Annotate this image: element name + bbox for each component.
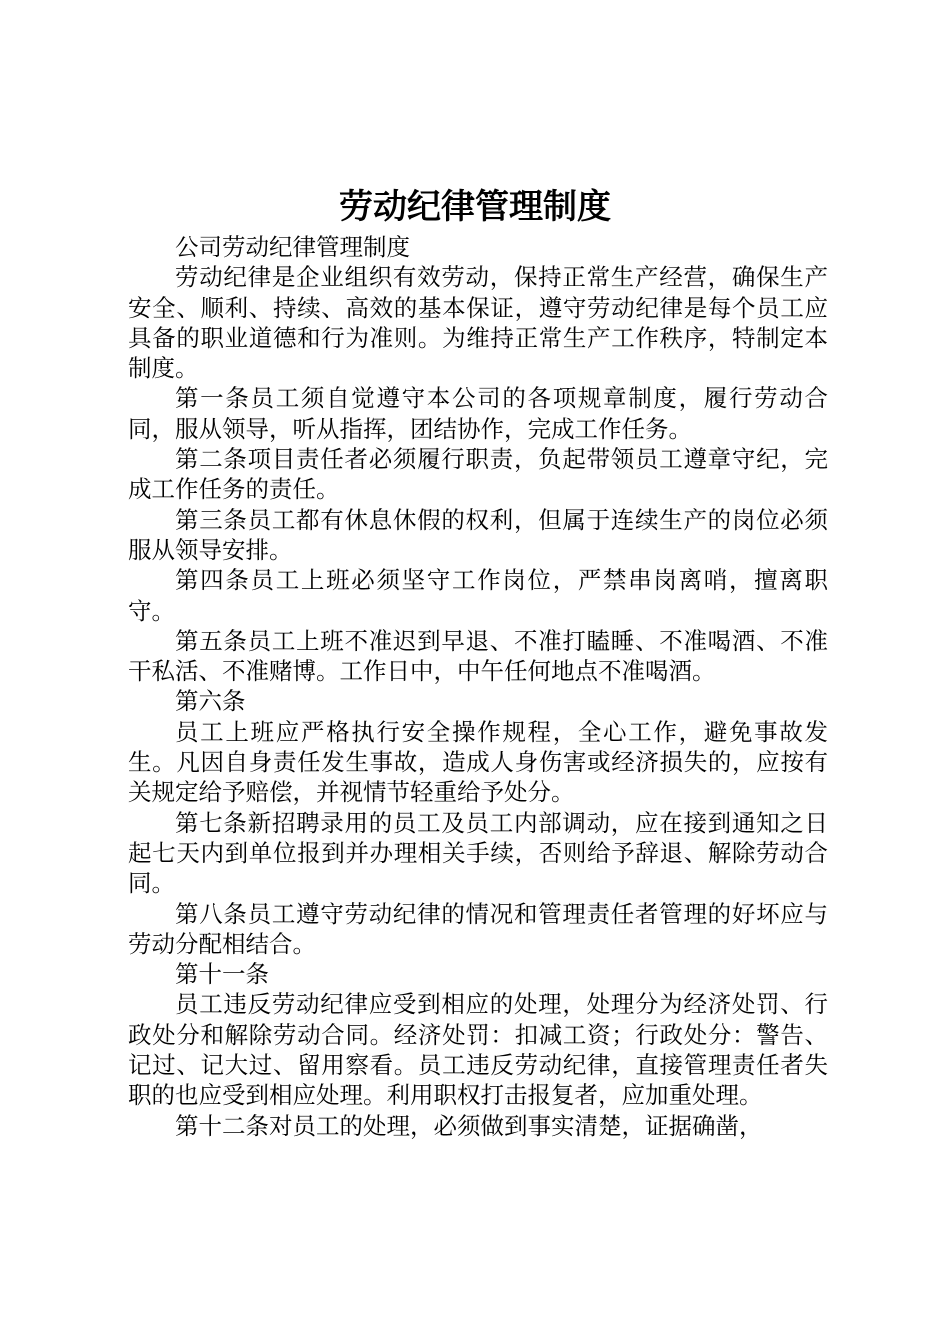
paragraph-article-7: 第七条新招聘录用的员工及员工内部调动，应在接到通知之日起七天内到单位报到并办理相关手续，否则给予辞退、解除劳动合同。 xyxy=(128,808,828,898)
paragraph-article-6-heading: 第六条 xyxy=(175,687,246,716)
paragraph-article-12: 第十二条对员工的处理，必须做到事实清楚，证据确凿， xyxy=(175,1111,763,1140)
paragraph-article-2: 第二条项目责任者必须履行职责，负起带领员工遵章守纪，完成工作任务的责任。 xyxy=(128,445,828,504)
paragraph-company-title: 公司劳动纪律管理制度 xyxy=(175,233,410,261)
paragraph-article-4: 第四条员工上班必须坚守工作岗位，严禁串岗离哨，擅离职守。 xyxy=(128,566,828,625)
paragraph-article-1: 第一条员工须自觉遵守本公司的各项规章制度，履行劳动合同，服从领导，听从指挥，团结协作，完成工作任务。 xyxy=(128,384,828,443)
document-body xyxy=(128,232,828,1141)
paragraph-intro: 劳动纪律是企业组织有效劳动，保持正常生产经营，确保生产安全、顺利、持续、高效的基本保证，遵守劳动纪律是每个员工应具备的职业道德和行为准则。为维持正常生产工作秩序，特制定本制度。 xyxy=(128,263,828,383)
paragraph-article-6-body: 员工上班应严格执行安全操作规程，全心工作，避免事故发生。凡因自身责任发生事故，造成人身伤害或经济损失的，应按有关规定给予赔偿，并视情节轻重给予处分。 xyxy=(128,717,828,807)
paragraph-article-3: 第三条员工都有休息休假的权利，但属于连续生产的岗位必须服从领导安排。 xyxy=(128,505,828,564)
paragraph-article-11-heading: 第十一条 xyxy=(175,960,269,989)
paragraph-article-11-body: 员工违反劳动纪律应受到相应的处理，处理分为经济处罚、行政处分和解除劳动合同。经济处罚：扣减工资；行政处分：警告、记过、记大过、留用察看。员工违反劳动纪律，直接管理责任者失职的也应受到相应处理。利用职权打击报复者，应加重处理。 xyxy=(128,990,828,1110)
paragraph-article-5: 第五条员工上班不准迟到早退、不准打瞌睡、不准喝酒、不准干私活、不准赌博。工作日中，中午任何地点不准喝酒。 xyxy=(128,626,828,686)
document-title: 劳动纪律管理制度 xyxy=(339,187,611,227)
paragraph-article-8: 第八条员工遵守劳动纪律的情况和管理责任者管理的好坏应与劳动分配相结合。 xyxy=(128,899,828,958)
